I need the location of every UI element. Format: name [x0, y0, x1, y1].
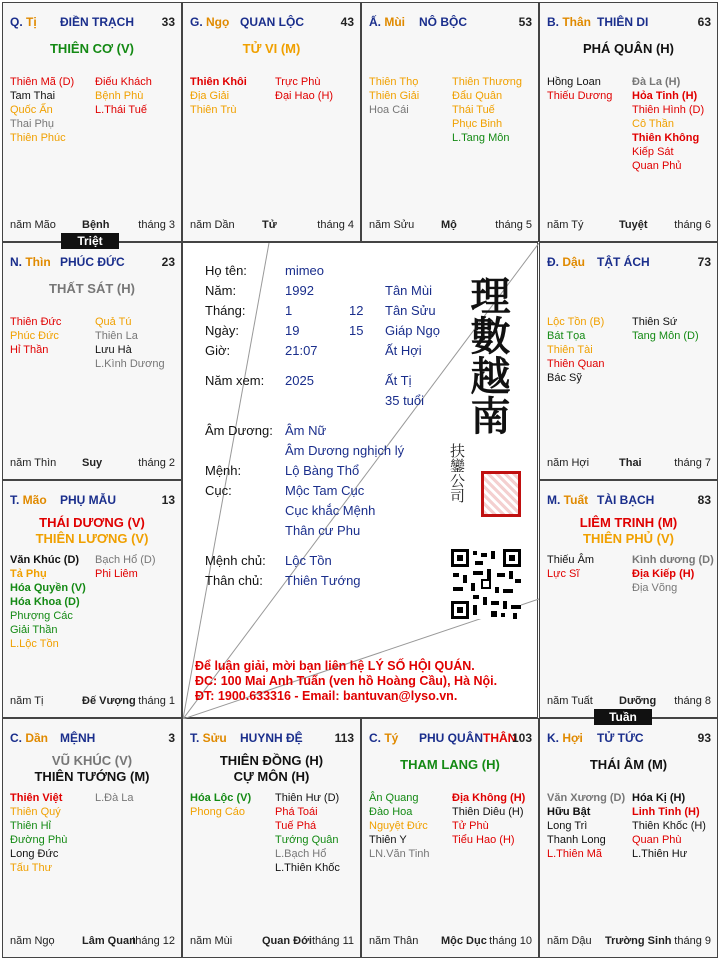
day-can: Giáp Ngọ — [385, 323, 440, 338]
palace-year: năm Mão — [10, 219, 56, 231]
palace-year: năm Tuất — [547, 695, 593, 707]
minor-star: L.Lộc Tồn — [10, 638, 59, 650]
palace-footer — [10, 935, 175, 947]
palace-branch: T. Mão — [10, 493, 47, 507]
minor-star: Đường Phù — [10, 834, 68, 846]
palace-footer — [547, 695, 711, 707]
minor-star: Bát Tọa — [547, 330, 586, 342]
main-star: THÁI DƯƠNG (V) — [39, 515, 145, 530]
palace-header — [369, 15, 532, 29]
palace-branch: Q. Tị — [10, 15, 37, 29]
day-label: Ngày: — [205, 323, 239, 338]
than-chu-value: Thiên Tướng — [285, 573, 361, 588]
palace-stage: Tuyệt — [619, 219, 648, 231]
minor-stars-right — [452, 791, 525, 847]
minor-star: Tử Phù — [452, 820, 489, 832]
year-label: Năm: — [205, 283, 237, 298]
day-value-solar: 19 — [285, 323, 300, 338]
hour-label: Giờ: — [205, 343, 231, 358]
minor-star: Hóa Lộc (V) — [190, 792, 252, 804]
minor-stars-left — [10, 791, 67, 875]
palace-name: TỬ TỨC — [597, 731, 644, 745]
palace-header — [190, 731, 354, 745]
palace-year: năm Thân — [369, 935, 419, 947]
main-star: THIÊN LƯƠNG (V) — [35, 531, 149, 546]
minor-star: Thiếu Dương — [547, 90, 613, 102]
palace-footer — [190, 219, 354, 231]
palace-number: 43 — [340, 15, 354, 29]
minor-star: Quốc Ấn — [10, 104, 53, 116]
minor-star: Phục Binh — [452, 118, 503, 130]
palace-year: năm Thìn — [10, 457, 57, 469]
minor-star: Điếu Khách — [95, 76, 152, 88]
age-value: 35 tuổi — [385, 393, 425, 408]
palace-name: HUYNH ĐỆ — [240, 731, 303, 745]
minor-stars-left — [10, 315, 61, 357]
palace-header — [10, 493, 175, 507]
year-value: 1992 — [285, 283, 314, 298]
minor-star: Tang Môn (D) — [632, 330, 699, 342]
palace-branch: C. Tý — [369, 731, 399, 745]
minor-star: Lực Sĩ — [547, 568, 580, 580]
minor-stars-left — [547, 315, 604, 385]
main-star: THÁI ÂM (M) — [589, 757, 668, 772]
palace-branch: C. Dần — [10, 731, 49, 745]
palace-number: 113 — [334, 731, 354, 745]
palace-name: PHỤ MẪU — [60, 493, 116, 507]
minor-star: Tam Thai — [10, 90, 56, 102]
minor-star: Thiên Không — [632, 132, 700, 144]
minor-star: Bạch Hổ (D) — [95, 554, 156, 566]
palace-year: năm Dần — [190, 219, 235, 231]
palace-footer — [10, 219, 175, 231]
palace-header — [190, 15, 354, 29]
minor-star: Thiên Y — [369, 834, 407, 846]
minor-star: Kiếp Sát — [632, 146, 674, 158]
palace-2 — [361, 2, 539, 242]
contact-block — [195, 659, 497, 704]
palace-branch: T. Sửu — [190, 731, 227, 745]
minor-star: Thiên Việt — [10, 792, 63, 804]
minor-star: Thiên Quan — [547, 358, 605, 370]
minor-star: Hữu Bật — [547, 806, 591, 818]
palace-name: NÔ BỘC — [419, 15, 467, 29]
minor-star: Hóa Khoa (D) — [10, 596, 80, 608]
minor-star: Đà La (H) — [632, 76, 681, 88]
palace-stage: Lâm Quan — [82, 935, 136, 947]
minor-star: Hóa Kị (H) — [632, 792, 686, 804]
minor-stars-right — [95, 75, 152, 117]
minor-star: Quan Phủ — [632, 160, 682, 172]
minor-star: Thiên Diêu (H) — [452, 806, 524, 818]
minor-star: Hóa Quyền (V) — [10, 582, 86, 594]
minor-star: Kình dương (D) — [632, 554, 714, 566]
minor-star: Tả Phụ — [10, 568, 47, 580]
minor-star: Thiên Khôi — [190, 76, 247, 88]
minor-stars-right — [95, 791, 134, 805]
minor-star: Đào Hoa — [369, 806, 413, 818]
palace-year: năm Ngọ — [10, 935, 55, 947]
palace-month: tháng 2 — [138, 457, 175, 469]
minor-star: Thiên Đức — [10, 316, 62, 328]
palace-name: TẬT ÁCH — [597, 255, 650, 269]
minor-star: Phá Toái — [275, 806, 318, 818]
minor-star: Long Đức — [10, 848, 59, 860]
palace-header — [547, 493, 711, 507]
month-label: Tháng: — [205, 303, 246, 318]
palace-header — [369, 731, 532, 745]
palace-stage: Mộ — [441, 219, 457, 231]
palace-year: năm Hợi — [547, 457, 590, 469]
palace-11 — [2, 242, 182, 480]
palace-branch: Đ. Dậu — [547, 255, 586, 269]
hour-can: Ất Hợi — [385, 343, 422, 358]
minor-stars-right — [275, 75, 333, 103]
minor-star: Long Trì — [547, 820, 588, 832]
main-star: TỬ VI (M) — [242, 41, 301, 56]
minor-star: Văn Khúc (D) — [10, 554, 80, 566]
palace-year: năm Sửu — [369, 219, 415, 231]
minor-star: L.Thiên Mã — [547, 848, 603, 860]
main-star: CỰ MÔN (H) — [233, 769, 310, 784]
minor-star: Thiếu Âm — [547, 554, 595, 566]
palace-header — [10, 731, 175, 745]
menh-chu-label: Mệnh chủ: — [205, 553, 266, 568]
palace-footer — [369, 935, 532, 947]
minor-star: Thiên Thương — [452, 76, 523, 88]
minor-stars-left — [547, 791, 625, 861]
minor-stars-right — [95, 315, 165, 371]
palace-month: tháng 12 — [132, 935, 175, 947]
menh-label: Mệnh: — [205, 463, 242, 478]
month-can: Tân Sửu — [385, 303, 436, 318]
main-star: VŨ KHÚC (V) — [51, 753, 133, 768]
palace-stage: Bệnh — [82, 219, 110, 231]
palace-year: năm Tị — [10, 695, 44, 707]
palace-number: 3 — [168, 731, 175, 745]
palace-branch: B. Thân — [547, 15, 592, 29]
palace-number: 33 — [161, 15, 175, 29]
palace-month: tháng 6 — [674, 219, 711, 231]
amduong-note: Âm Dương nghịch lý — [285, 443, 405, 458]
palace-name: PHÚC ĐỨC — [60, 255, 125, 269]
minor-star: Quả Tú — [95, 316, 132, 328]
main-star: THIÊN PHỦ (V) — [583, 531, 674, 546]
palace-header — [547, 15, 711, 29]
minor-star: L.Thiên Khốc — [275, 862, 340, 874]
minor-star: Thiên Mã (D) — [10, 76, 75, 88]
palace-branch: N. Thìn — [10, 255, 51, 269]
minor-stars-left — [547, 553, 594, 581]
minor-star: Ân Quang — [369, 792, 419, 804]
palace-footer — [10, 695, 175, 707]
minor-stars-left — [369, 75, 419, 117]
cuc-note: Cục khắc Mệnh — [285, 503, 376, 518]
minor-star: Cô Thần — [632, 118, 674, 130]
minor-star: Hỏa Tinh (H) — [632, 90, 698, 102]
palace-number: 103 — [511, 731, 532, 745]
minor-star: Thiên Trù — [190, 104, 237, 116]
minor-stars-right — [632, 553, 714, 595]
minor-star: L.Thiên Hư — [632, 848, 688, 860]
minor-star: Quan Phù — [632, 834, 682, 846]
palace-footer — [190, 935, 354, 947]
month-value-lunar: 12 — [349, 303, 364, 318]
minor-star: Tuế Phá — [275, 820, 317, 832]
triet-tag: Triệt — [61, 233, 119, 249]
minor-star: Thiên Hư (D) — [275, 792, 340, 804]
minor-star: Hồng Loan — [547, 76, 601, 88]
palace-number: 63 — [697, 15, 711, 29]
minor-star: L.Tang Môn — [452, 132, 510, 144]
palace-stage: Dưỡng — [619, 695, 657, 707]
minor-star: Phong Cáo — [190, 806, 246, 818]
contact-line-2: ĐC: 100 Mai Anh Tuấn (ven hồ Hoàng Cầu), Hà Nội. — [195, 674, 498, 688]
palace-footer — [10, 457, 175, 469]
minor-star: Đẩu Quân — [452, 90, 503, 102]
main-star: THIÊN ĐỒNG (H) — [219, 753, 324, 768]
cuc-value: Mộc Tam Cục — [285, 483, 365, 498]
palace-number: 53 — [518, 15, 532, 29]
palace-name: PHU QUÂNTHÂN — [419, 731, 517, 745]
palace-header — [547, 255, 711, 269]
palace-10 — [2, 480, 182, 718]
minor-star: Thiên Hỉ — [10, 820, 51, 832]
minor-star: Tiểu Hao (H) — [452, 834, 515, 846]
company-seal: 扶鑾公司 — [448, 443, 466, 503]
palace-name: TÀI BẠCH — [597, 493, 655, 507]
than-note: Thân cư Phu — [285, 523, 361, 538]
main-star: THAM LANG (H) — [400, 757, 500, 772]
minor-star: Thanh Long — [547, 834, 606, 846]
main-star: THIÊN TƯỚNG (M) — [34, 769, 150, 784]
minor-star: Trực Phù — [275, 76, 321, 88]
minor-star: Bệnh Phù — [95, 90, 144, 102]
minor-star: Tướng Quân — [275, 834, 339, 846]
minor-stars-right — [452, 75, 522, 145]
minor-star: Thiên Hình (D) — [632, 104, 705, 116]
palace-number: 83 — [697, 493, 711, 507]
palace-month: tháng 4 — [317, 219, 354, 231]
palace-header — [547, 731, 711, 745]
minor-star: Bác Sỹ — [547, 372, 582, 384]
palace-year: năm Mùi — [190, 935, 233, 947]
palace-month: tháng 11 — [311, 935, 354, 947]
minor-star: Thái Tuế — [452, 104, 495, 116]
minor-star: Thiên Khốc (H) — [632, 820, 706, 832]
name-label: Họ tên: — [205, 263, 247, 278]
palace-4 — [539, 242, 718, 480]
palace-month: tháng 8 — [674, 695, 711, 707]
red-stamp-icon — [481, 471, 521, 517]
palace-stage: Đế Vượng — [82, 695, 136, 707]
palace-month: tháng 9 — [674, 935, 711, 947]
minor-star: Thiên La — [95, 330, 138, 342]
palace-branch: G. Ngọ — [190, 15, 230, 29]
palace-month: tháng 5 — [495, 219, 532, 231]
palace-7 — [361, 718, 539, 958]
minor-stars-left — [190, 791, 251, 819]
palace-branch: Ấ. Mùi — [369, 15, 406, 29]
minor-star: Hỉ Thần — [10, 344, 49, 356]
palace-3 — [539, 2, 718, 242]
amduong-label: Âm Dương: — [205, 423, 273, 438]
minor-star: LN.Văn Tinh — [369, 848, 430, 860]
minor-stars-right — [632, 75, 704, 173]
hour-value: 21:07 — [285, 343, 318, 358]
palace-year: năm Tý — [547, 219, 584, 231]
palace-header — [10, 255, 175, 269]
minor-star: Thiên Thọ — [369, 76, 419, 88]
minor-star: L.Thái Tuế — [95, 104, 147, 116]
minor-star: Văn Xương (D) — [547, 792, 626, 804]
center-info-panel — [182, 242, 538, 718]
palace-footer — [547, 219, 711, 231]
palace-footer — [547, 935, 711, 947]
palace-footer — [547, 457, 711, 469]
minor-star: Địa Kiếp (H) — [632, 568, 695, 580]
minor-star: Thiên Phúc — [10, 132, 66, 144]
minor-stars-left — [547, 75, 612, 103]
minor-stars-left — [190, 75, 247, 117]
minor-star: Thiên Sứ — [632, 316, 678, 328]
menh-chu-value: Lộc Tồn — [285, 553, 332, 568]
cuc-label: Cục: — [205, 483, 232, 498]
amduong-value: Âm Nữ — [285, 423, 327, 438]
palace-year: năm Dậu — [547, 935, 592, 947]
minor-star: Phi Liêm — [95, 568, 138, 580]
palace-name: MỆNH — [60, 731, 96, 745]
minor-star: Địa Võng — [632, 582, 678, 594]
minor-star: Lưu Hà — [95, 344, 132, 356]
minor-star: Thiên Quý — [10, 806, 61, 818]
minor-star: Tấu Thư — [10, 862, 53, 874]
palace-stage: Tử — [262, 219, 277, 231]
palace-name: THIÊN DI — [597, 15, 649, 29]
minor-star: Phúc Đức — [10, 330, 59, 342]
minor-star: Phượng Các — [10, 610, 73, 622]
minor-star: Thai Phụ — [10, 118, 55, 130]
palace-footer — [369, 219, 532, 231]
minor-stars-left — [10, 75, 74, 145]
view-year-can: Ất Tị — [385, 373, 412, 388]
minor-stars-right — [275, 791, 340, 875]
palace-stage: Mộc Dục — [441, 935, 487, 947]
minor-stars-left — [369, 791, 430, 861]
name-value: mimeo — [285, 263, 325, 278]
palace-9 — [2, 718, 182, 958]
palace-month: tháng 10 — [489, 935, 532, 947]
minor-star: Thiên Giải — [369, 90, 420, 102]
minor-stars-left — [10, 553, 86, 651]
palace-1 — [182, 2, 361, 242]
qr-code-icon — [451, 549, 521, 619]
main-star: THẤT SÁT (H) — [49, 281, 135, 296]
minor-star: Địa Giải — [190, 90, 230, 102]
minor-star: L.Bạch Hổ — [275, 848, 327, 860]
palace-month: tháng 1 — [138, 695, 175, 707]
palace-month: tháng 7 — [674, 457, 711, 469]
calligraphy-logo: 理數越南 — [464, 275, 511, 435]
main-star: LIÊM TRINH (M) — [579, 515, 678, 530]
view-year-label: Năm xem: — [205, 373, 265, 388]
palace-number: 73 — [697, 255, 711, 269]
than-chu-label: Thân chủ: — [205, 573, 263, 588]
palace-stage: Suy — [82, 457, 103, 469]
palace-month: tháng 3 — [138, 219, 175, 231]
minor-star: L.Đà La — [95, 792, 134, 804]
minor-stars-right — [95, 553, 156, 581]
palace-number: 23 — [161, 255, 175, 269]
minor-stars-right — [632, 791, 706, 861]
year-can: Tân Mùi — [385, 283, 432, 298]
palace-name: QUAN LỘC — [240, 15, 304, 29]
minor-star: Hoa Cái — [369, 104, 409, 116]
palace-stage: Trường Sinh — [605, 935, 672, 947]
palace-stage: Thai — [619, 457, 642, 469]
main-star: PHÁ QUÂN (H) — [583, 41, 674, 56]
tuan-tag: Tuần — [594, 709, 652, 725]
minor-star: Giải Thần — [10, 624, 58, 636]
contact-line-1: Để luận giải, mời bạn liên hệ LÝ SỐ HỘI QUÁN. — [195, 659, 475, 673]
palace-name: ĐIỀN TRẠCH — [60, 15, 134, 29]
minor-star: Thiên Tài — [547, 344, 593, 356]
palace-stage: Quan Đới — [262, 935, 312, 947]
palace-header — [10, 15, 175, 29]
minor-stars-right — [632, 315, 699, 343]
menh-value: Lộ Bàng Thổ — [285, 463, 360, 478]
palace-branch: K. Hợi — [547, 731, 583, 745]
main-star: THIÊN CƠ (V) — [49, 41, 135, 56]
palace-number: 13 — [161, 493, 175, 507]
minor-star: Linh Tinh (H) — [632, 806, 700, 818]
contact-line-3: ĐT: 1900.633316 - Email: bantuvan@lyso.vn. — [195, 689, 458, 703]
palace-8 — [182, 718, 361, 958]
view-year-value: 2025 — [285, 373, 314, 388]
minor-star: Đại Hao (H) — [275, 90, 334, 102]
palace-5 — [539, 480, 718, 718]
minor-star: Lộc Tồn (B) — [547, 316, 605, 328]
palace-number: 93 — [697, 731, 711, 745]
month-value-solar: 1 — [285, 303, 293, 318]
minor-star: Địa Không (H) — [452, 792, 526, 804]
palace-0 — [2, 2, 182, 242]
day-value-lunar: 15 — [349, 323, 364, 338]
minor-star: Nguyệt Đức — [369, 820, 428, 832]
palace-6 — [539, 718, 718, 958]
palace-branch: M. Tuất — [547, 493, 589, 507]
minor-star: L.Kình Dương — [95, 358, 165, 370]
